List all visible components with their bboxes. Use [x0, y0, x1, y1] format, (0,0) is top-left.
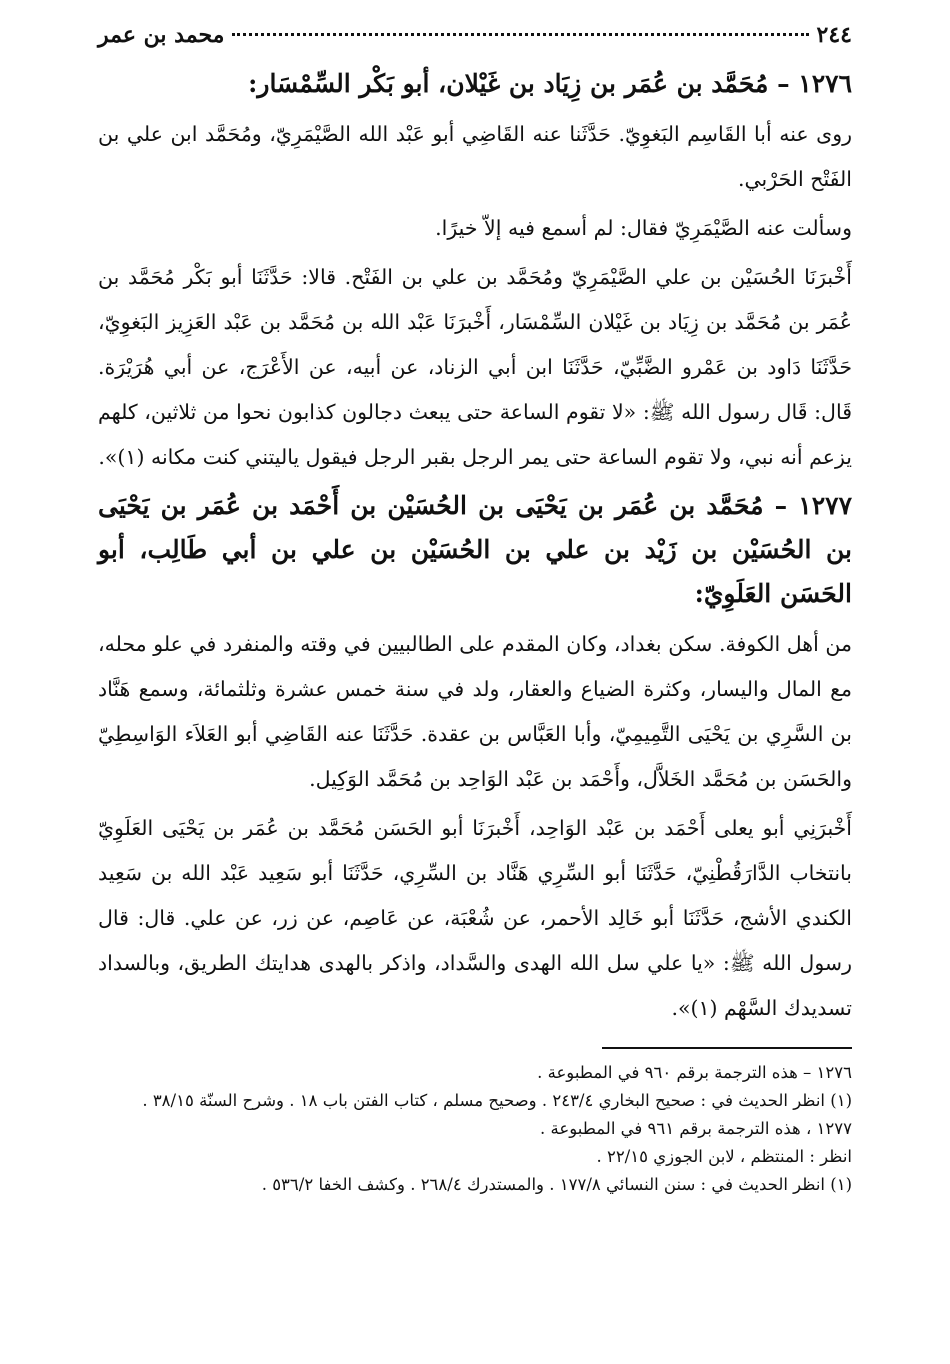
biography-entry-1276 [98, 62, 852, 480]
footnotes [98, 1059, 852, 1199]
running-head [98, 22, 852, 58]
entry-paragraph: أَخْبرَنَا الحُسَيْن بن علي الصَّيْمَرِيّ ومُحَمَّد بن علي بن الفَتْح. قالا: حَدَّثَنَا أبو بَكْر مُحَمَّد بن عُمَر بن مُحَمَّد بن زِيَاد بن غَيْلان السِّمْسَار، أَخْبرَنَا عَبْد الله بن مُحَمَّد بن عَبْد العَزِيز البَغوِيّ، حَدَّثَنَا دَاود بن عَمْرو الضَّبِّيّ، حَدَّثَنَا ابن أبي الزناد، عن أبيه، عن الأَعْرَج، عن أبي هُرَيْرَة. قَال: قَال رسول الله ﷺ: «لا تقوم الساعة حتى يبعث دجالون كذابون نحوا من ثلاثين، كلهم يزعم أنه نبي، ولا تقوم الساعة حتى يمر الرجل بقبر الرجل فيقول ياليتني كنت مكانه (١)». [98, 265, 852, 469]
leader-dots [232, 33, 808, 36]
footnote: ١٢٧٦ – هذه الترجمة برقم ٩٦٠ في المطبوعة . [537, 1063, 852, 1082]
entry-paragraph: روى عنه أبا القَاسِم البَغوِيّ. حَدَّثَنا عنه القَاضِي أبو عَبْد الله الصَّيْمَرِيّ، ومُحَمَّد ابن علي بن الفَتْح الحَرْبي. [98, 122, 852, 191]
entry-heading: ١٢٧٧ – مُحَمَّد بن عُمَر بن يَحْيَى بن الحُسَيْن بن أَحْمَد بن عُمَر بن يَحْيَى بن الحُسَيْن بن زَيْد بن علي بن الحُسَيْن بن علي بن أبي طَالِب، أبو الحَسَن العَلَوِيّ: [98, 491, 852, 608]
footnote: (١) انظر الحديث في : سنن النسائي ١٧٧/٨ . والمستدرك ٢٦٨/٤ . وكشف الخفا ٥٣٦/٢ . [261, 1175, 852, 1194]
entry-paragraph: وسألت عنه الصَّيْمَرِيّ فقال: لم أسمع فيه إلاّ خيرًا. [435, 216, 852, 240]
footnote: ١٢٧٧ ، هذه الترجمة برقم ٩٦١ في المطبوعة . [540, 1119, 852, 1138]
footnote-separator [602, 1047, 852, 1049]
entry-paragraph: أَخْبرَنِي أبو يعلى أَحْمَد بن عَبْد الوَاحِد، أَخْبرَنَا أبو الحَسَن مُحَمَّد بن عُمَر بن يَحْيَى العَلَوِيّ بانتخاب الدَّارَقُطْنِيّ، حَدَّثَنَا أبو السِّرِي هَنَّاد بن السِّرِي، حَدَّثَنَا أبو سَعِيد عَبْد الله بن سَعِيد الكندي الأشج، حَدَّثَنَا أبو خَالِد الأحمر، عن شُعْبَة، عن عَاصِم، عن زر، عن علي. قال: قال رسول الله ﷺ: «يا علي سل الله الهدى والسَّداد، واذكر بالهدى هدايتك الطريق، وبالسداد تسديدك السَّهْم (١)». [98, 816, 852, 1020]
entry-paragraph: من أهل الكوفة. سكن بغداد، وكان المقدم على الطالبيين في وقته والمنفرد في علو محله، مع المال واليسار، وكثرة الضياع والعقار، ولد في سنة خمس عشرة وثلثمائة، وسمع هَنَّاد بن السَّرِي بن يَحْيَى التَّمِيمِيّ، وأبا العَبَّاس بن عقدة. حَدَّثَنَا عنه القَاضِي أبو العَلاَء الوَاسِطِيّ والحَسَن بن مُحَمَّد الخَلاَّل، وأَحْمَد بن عَبْد الوَاحِد بن مُحَمَّد الوَكِيل. [98, 632, 852, 791]
footnote: انظر : المنتظم ، لابن الجوزي ٢٢/١٥ . [596, 1147, 852, 1166]
footnote: (١) انظر الحديث في : صحيح البخاري ٢٤٣/٤ . وصحيح مسلم ، كتاب الفتن باب ١٨ . وشرح السنّة ٣٨/١٥ . [142, 1091, 852, 1110]
running-head-title: محمد بن عمر [98, 22, 225, 48]
entry-heading: ١٢٧٦ – مُحَمَّد بن عُمَر بن زِيَاد بن غَيْلان، أبو بَكْر السِّمْسَار: [248, 69, 852, 98]
biography-entry-1277 [98, 484, 852, 1031]
page-number: ٢٤٤ [816, 22, 852, 48]
